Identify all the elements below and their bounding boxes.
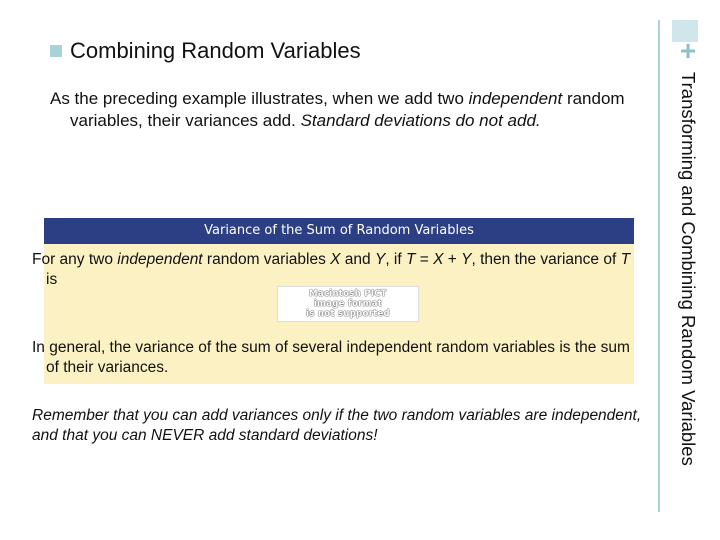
var-t-2: T <box>620 251 631 268</box>
rule-statement-text <box>32 250 632 290</box>
rule-general <box>32 338 632 378</box>
rule-part-d: , if <box>385 251 406 268</box>
rule-part-b: random variables <box>202 251 331 268</box>
intro-text <box>50 88 640 132</box>
rule-part-c: and <box>340 251 375 268</box>
rule-part-a: For any two <box>32 251 118 268</box>
rule-part-g: , then the variance of <box>471 251 621 268</box>
var-x: X <box>330 251 341 268</box>
var-x-2: X <box>433 251 444 268</box>
rule-general-text: In general, the variance of the sum of several independent random variables is the sum of their variances. <box>32 339 630 376</box>
rule-part-e: = <box>415 251 434 268</box>
var-y: Y <box>374 251 386 268</box>
remember-text: Remember that you can add variances only if the two random variables are independent, and that you can NEVER add standard deviations! <box>32 407 642 444</box>
slide-heading-text: Combining Random Variables <box>70 38 361 63</box>
remember-note <box>32 406 642 446</box>
intro-part-1: As the preceding example illustrates, when we add two <box>50 89 469 108</box>
intro-part-2: random variables, their variances add. <box>70 89 625 130</box>
rule-part-f: + <box>443 251 462 268</box>
var-y-2: Y <box>461 251 472 268</box>
var-t: T <box>405 251 416 268</box>
plus-mark: + <box>679 35 697 66</box>
rule-box-header: Variance of the Sum of Random Variables <box>44 218 634 244</box>
side-title: Transforming and Combining Random Variables <box>678 72 699 466</box>
intro-emphasis-independent: independent <box>468 89 563 108</box>
rule-statement <box>32 250 632 290</box>
placeholder-line-2: image format <box>313 299 383 309</box>
intro-emphasis-std-dev: Standard deviations do not add. <box>300 111 541 130</box>
vertical-divider <box>658 20 660 512</box>
placeholder-line-1: Macintosh PICT <box>309 289 387 299</box>
square-bullet-icon <box>50 45 62 57</box>
rule-emphasis-independent: independent <box>117 251 203 268</box>
placeholder-line-3: is not supported <box>306 309 390 319</box>
slide-heading <box>50 36 361 66</box>
rule-part-h: is <box>46 271 58 288</box>
unsupported-image-placeholder <box>277 286 419 322</box>
intro-paragraph <box>50 88 640 132</box>
